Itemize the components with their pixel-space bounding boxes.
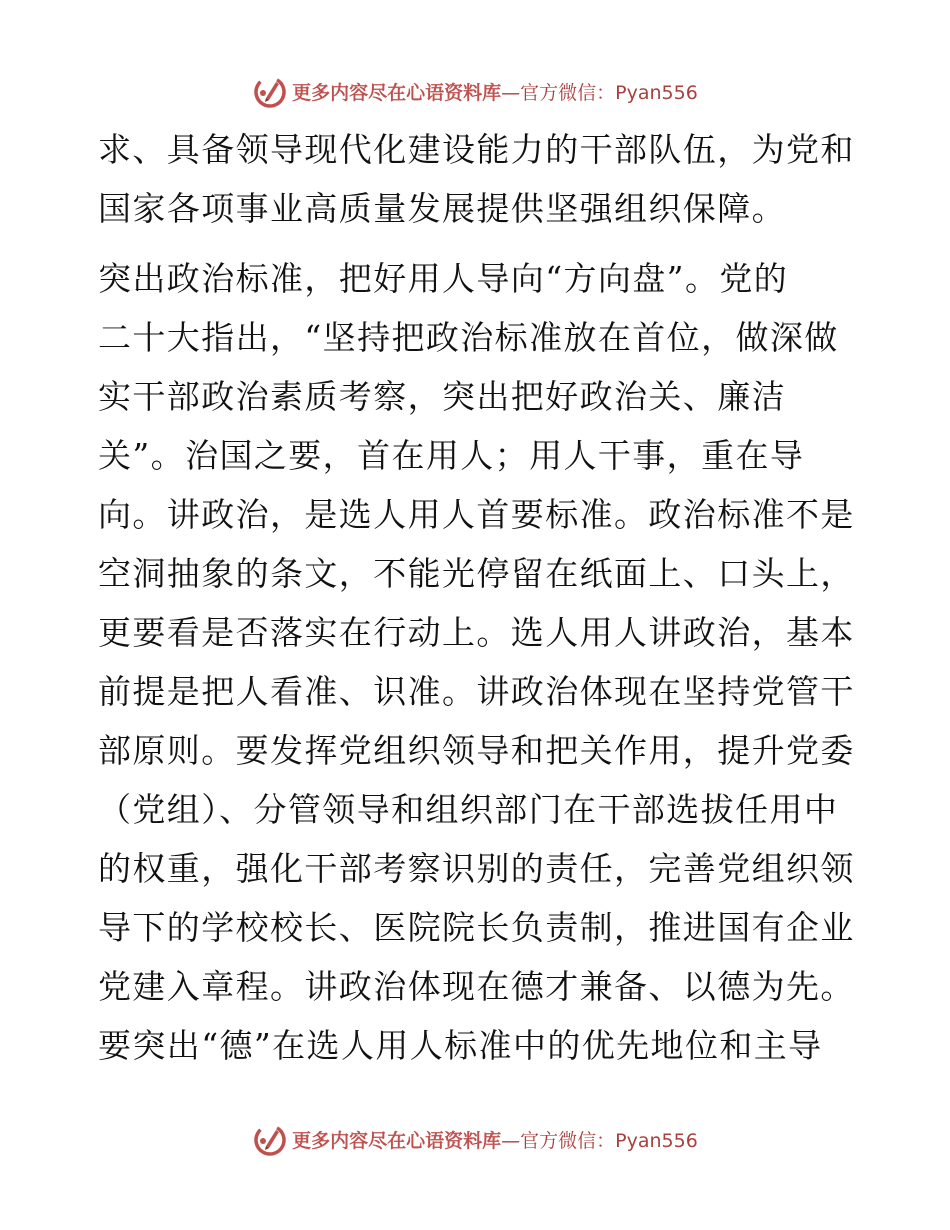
watermark-contact: 官方微信：Pyan556 [520, 81, 698, 104]
text-line: 党建入章程。讲政治体现在德才兼备、以德为先。 [98, 967, 855, 1006]
text-line: 更要看是否落实在行动上。选人用人讲政治，基本 [98, 613, 855, 652]
text-line: 关”。治国之要，首在用人；用人干事，重在导 [98, 436, 805, 475]
pen-logo-icon [252, 1121, 288, 1157]
text-line: 突出政治标准，把好用人导向“方向盘”。党的 [98, 259, 789, 298]
watermark-contact: 官方微信：Pyan556 [520, 1129, 698, 1152]
pen-logo-icon [252, 73, 288, 109]
document-body [98, 120, 858, 1075]
text-line: 求、具备领导现代化建设能力的干部队伍，为党和 [98, 130, 855, 169]
text-line: 空洞抽象的条文，不能光停留在纸面上、口头上， [98, 554, 855, 593]
text-line: 二十大指出，“坚持把政治标准放在首位，做深做 [98, 318, 839, 357]
footer-watermark [0, 1119, 950, 1159]
watermark-separator: — [501, 81, 521, 104]
watermark-text [292, 78, 698, 105]
watermark-text [292, 1126, 698, 1153]
paragraph-1 [98, 120, 858, 238]
text-line: 前提是把人看准、识准。讲政治体现在坚持党管干 [98, 672, 855, 711]
text-line: 向。讲政治，是选人用人首要标准。政治标准不是 [98, 495, 855, 534]
header-watermark [0, 71, 950, 111]
paragraph-2 [98, 249, 858, 1075]
text-line: 部原则。要发挥党组织领导和把关作用，提升党委 [98, 731, 855, 770]
paragraph-spacer [98, 238, 858, 249]
text-line: （党组）、分管领导和组织部门在干部选拔任用中 [98, 790, 839, 829]
text-line: 导下的学校校长、医院院长负责制，推进国有企业 [98, 908, 855, 947]
text-line: 实干部政治素质考察，突出把好政治关、廉洁 [98, 377, 786, 416]
watermark-separator: — [501, 1129, 521, 1152]
text-line: 要突出“德”在选人用人标准中的优先地位和主导 [98, 1026, 823, 1065]
text-line: 国家各项事业高质量发展提供坚强组织保障。 [98, 189, 786, 228]
watermark-brand: 更多内容尽在心语资料库 [292, 1129, 502, 1152]
text-line: 的权重，强化干部考察识别的责任，完善党组织领 [98, 849, 855, 888]
watermark-brand: 更多内容尽在心语资料库 [292, 81, 502, 104]
